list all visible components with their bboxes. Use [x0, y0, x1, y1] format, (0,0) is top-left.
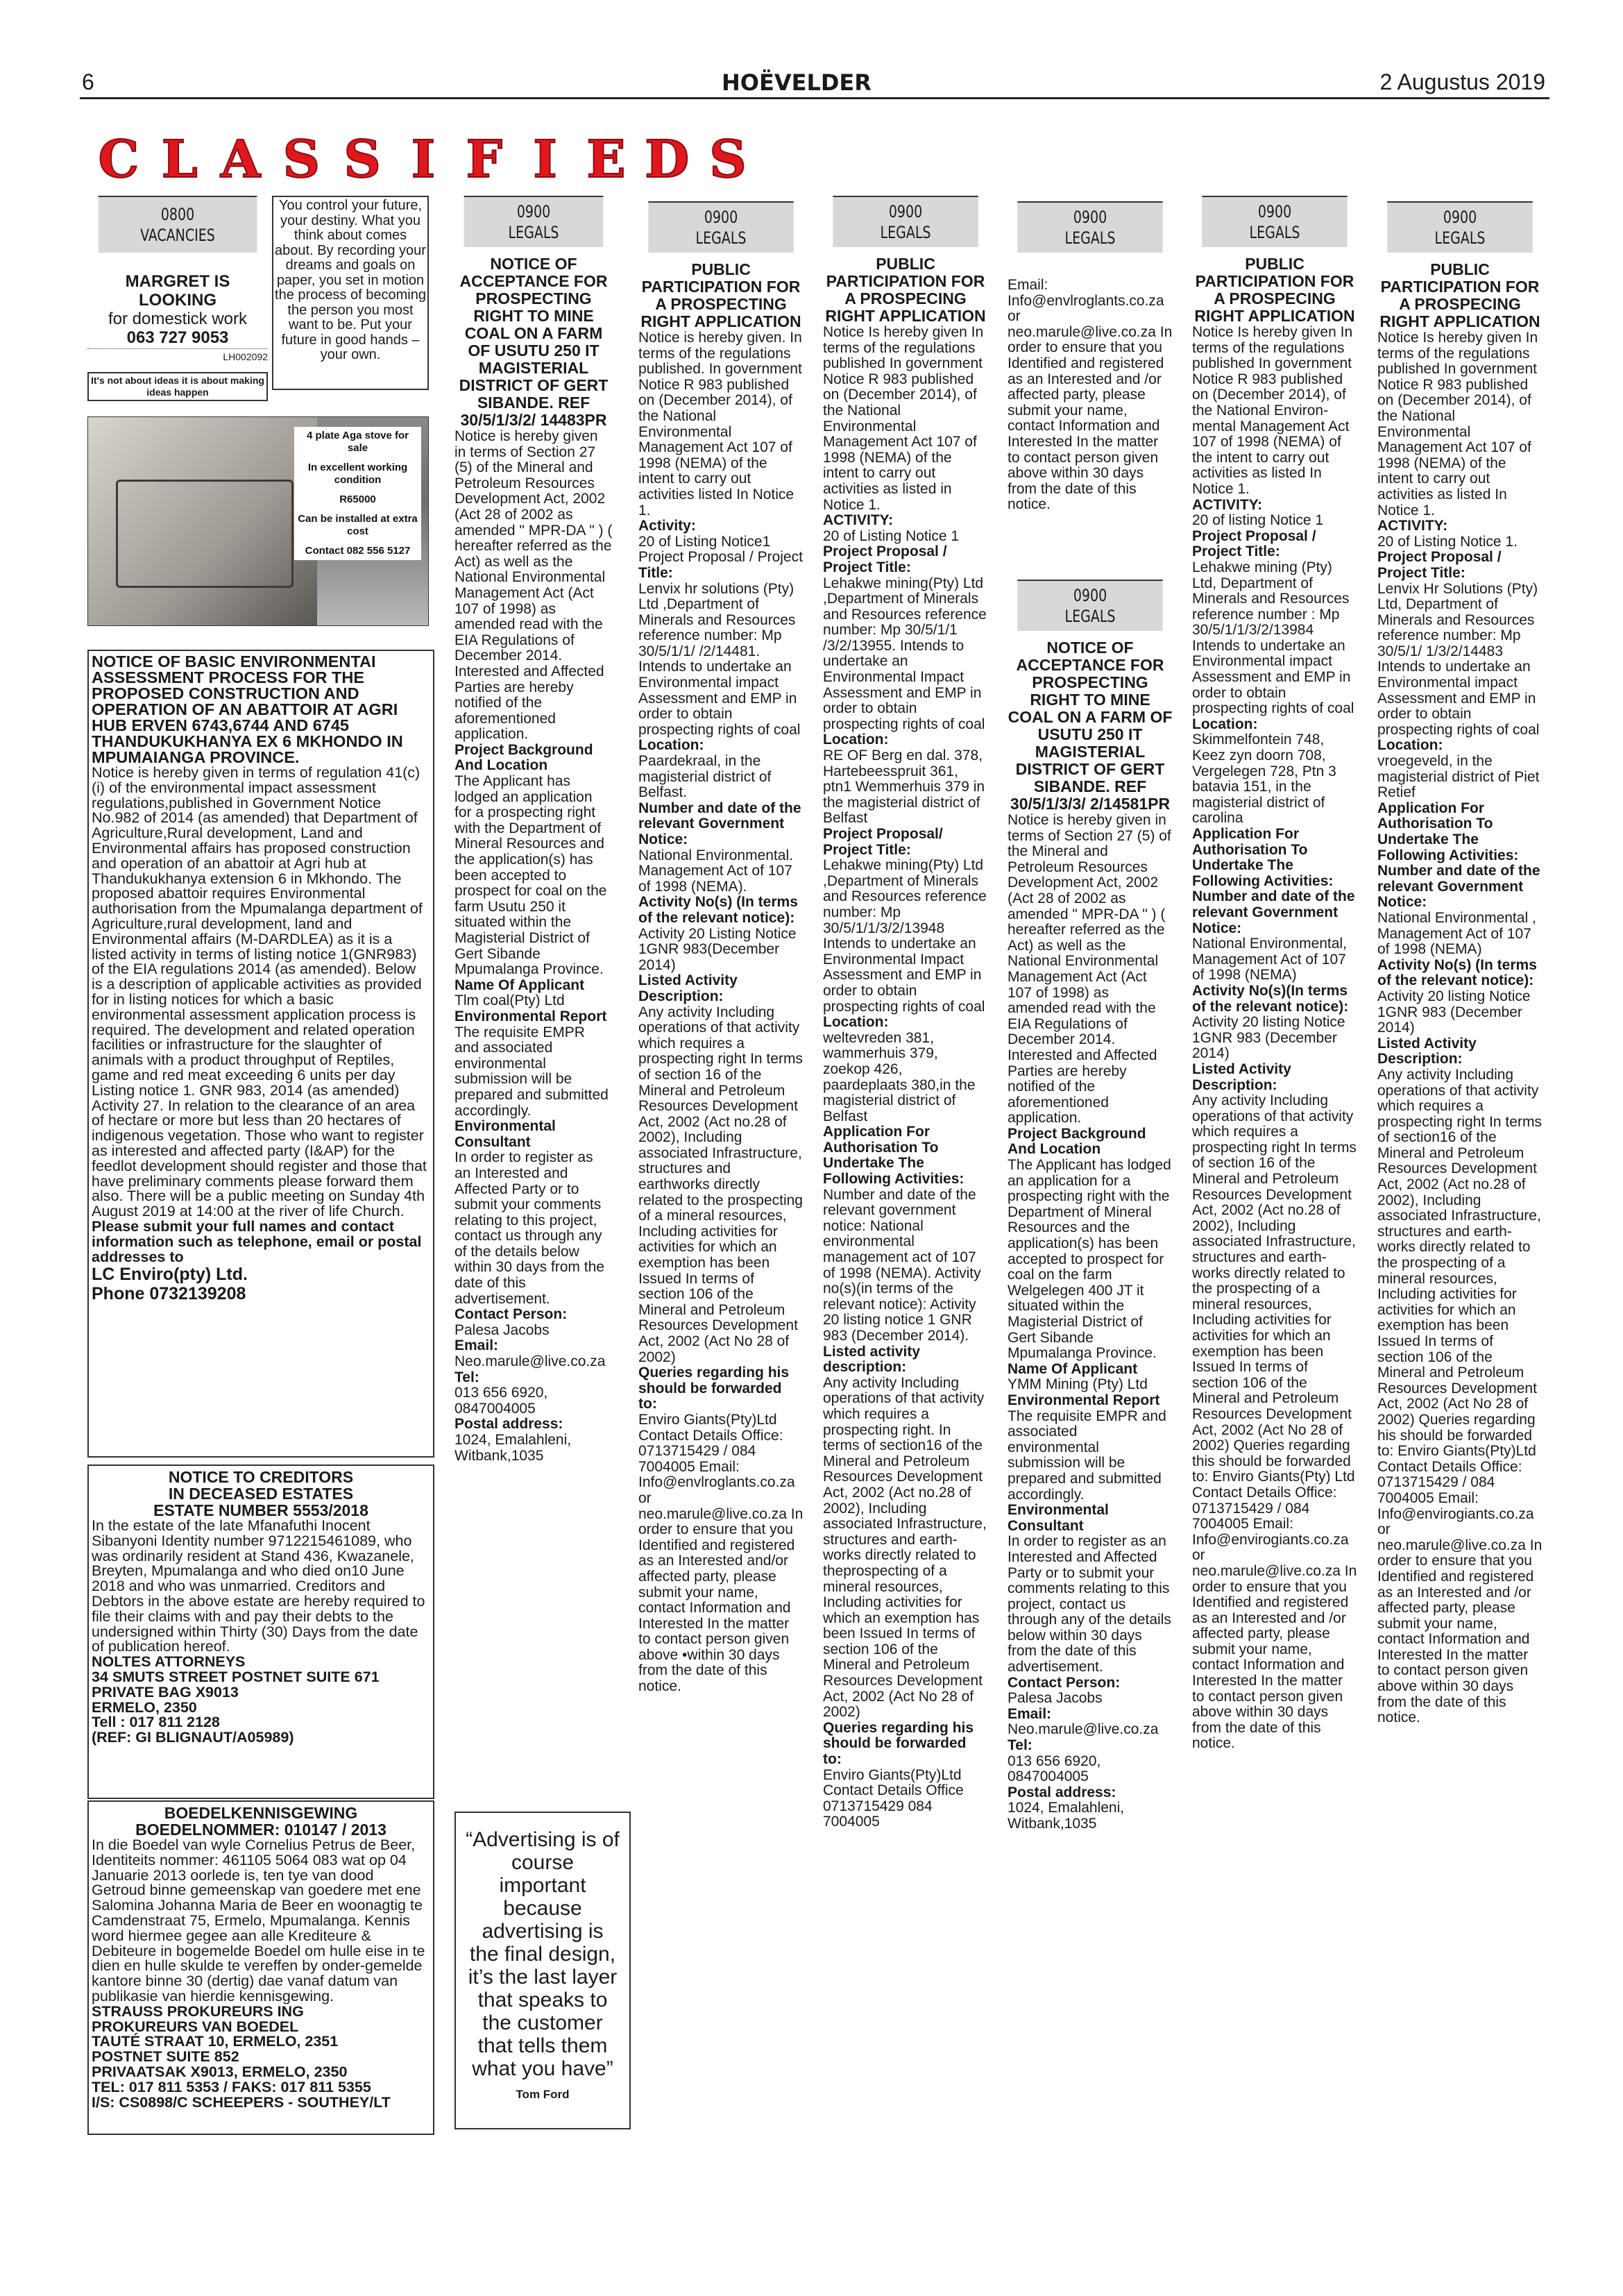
notice-text: LEGALS — [1434, 228, 1486, 248]
creditors-footer — [92, 1655, 430, 1746]
notice-text: Contact 082 556 5127 — [305, 545, 411, 557]
notice-heading: Number and date of the relevant Government Notice: — [638, 800, 801, 847]
notice-heading: Environmental Report — [1008, 1392, 1160, 1408]
notice-text: Any activity Including operations of that activity which requires a prospecting right In terms of section16 of the Mineral and Petroleum Resources Development Act, 2002 (Act no.28 of 2002), Including associated Infrastructure, structures and earth-works directly related to the prospecting of a mineral resources, Including activities for activities for which an exemption has been Issued In terms of section 106 of the Mineral and Petroleum Resources Development Act, 2002 (Act No 28 of 2002) Queries regarding his should be forwarded to: Enviro Giants(Pty)Ltd Contact Details Office: 0713715429 / 084 7004005 Email: Info@envirogiants.co.za or neo.marule@live.co.za In order to ensure that you Identified and registered as an Interested and /or affected party, please submit your name, contact Information and Interested In the matter to contact person given above within 30 days from the date of this notice. — [1377, 1066, 1543, 1726]
notice-heading: Project Proposal / Project Title: — [1377, 549, 1502, 581]
notice-text: PUBLIC PARTICIPATION FOR A PROSPECTING RIGHT APPLICATION — [640, 260, 801, 330]
abattoir-body: Notice is hereby given in terms of regulation 41(c)(i) of the environmental impact assessment regulations,published in Government Notice No.982 of 2014 (as amended) that Department of Agriculture,Rural development, Land and Environmental affairs has proposed construction and operation of an abattoir at Agri hub at Thandukukhanya extension 6 in Mkhondo. The proposed abattoir requires Environmental authorisation from the Mpumalanga department of Agriculture,rural development, land and Environmental affairs (M-DARDLEA) as it is a listed activity in terms of listing notice 1(GNR983) of the EIA regulations 2014 (as amended). Below is a description of applicable activities as provided for in listing notices for which a basic environmental assessment application process is required. The development and related operation facilities or infrastructure for the slaughter of animals with a product throughput of Reptiles, game and red meat exceeding 6 units per day Listing notice 1. GNR 983, 2014 (as amended) Activity 27. In relation to the clearance of an area of hectare or more but less than 20 hectares of indigenous vegetation. Those who want to register as interested and affected party (I&AP) for the feedlot development should register and those that have preliminary comments please forward them also. There will be a public meeting on Sunday 4th August 2019 at 14:00 at the river of life Church. — [92, 764, 427, 1220]
notice-text: NOLTES ATTORNEYS — [92, 1653, 246, 1671]
notice-heading: Environmental Consultant — [454, 1118, 556, 1150]
vacancy-ref: LH002092 — [87, 348, 268, 365]
banner-letter: I — [517, 132, 574, 187]
banner-letter: D — [638, 132, 695, 187]
notice-text: The requisite EMPR and associated environmental submission will be prepared and submitted accordingly. — [1008, 1408, 1166, 1503]
notice-text: LEGALS — [1249, 223, 1300, 242]
notice-heading: Environmental Report — [454, 1008, 607, 1024]
notice-heading: Activity No(s) (In terms of the relevant notice): — [638, 894, 798, 926]
notice-text: MARGRET IS — [125, 272, 230, 291]
notice-text: Skimmelfontein 748, Keez zyn doorn 708, Vergelegen 728, Ptn 3 batavia 151, in the magisterial district of carolina — [1192, 732, 1336, 827]
legals-column-3 — [638, 201, 804, 2207]
notice-text: LEGALS — [880, 223, 931, 242]
stove-photo — [88, 417, 317, 625]
notice-heading: Project Background And Location — [1008, 1125, 1146, 1158]
notice-text: Neo.marule@live.co.za — [1008, 1721, 1159, 1738]
notice-heading: Application For Authorisation To Undertake The Following Activities: — [823, 1124, 965, 1188]
notice-text: 0900 — [1257, 202, 1292, 221]
notice-text: Activity 20 Listing Notice 1GNR 983(December 2014) — [638, 925, 797, 973]
notice-heading: Location: — [638, 737, 704, 754]
notice-heading: Location: — [823, 732, 889, 748]
quote-author: Tom Ford — [516, 2088, 570, 2101]
column-5-notice — [1008, 580, 1173, 2218]
vacancy-phone: 063 727 9053 — [126, 328, 229, 347]
notice-heading: Activity No(s) (In terms of the relevant notice): — [1377, 956, 1537, 989]
notice-text: Tlm coal(Pty) Ltd — [454, 993, 565, 1009]
notice-heading: Listed activity description: — [823, 1343, 921, 1376]
banner-letter: F — [456, 132, 513, 187]
notice-text: PUBLIC PARTICIPATION FOR A PROSPECING RIGHT APPLICATION — [1379, 260, 1540, 330]
legals-column-6 — [1192, 196, 1357, 2209]
notice-text: vroegeveld, in the magisterial district of Piet Retief — [1377, 753, 1540, 801]
quote-text: “Advertising is of course important because advertising is the final design, it’s the last layer that speaks to the customer that tells them what you have” — [466, 1828, 620, 2080]
notice-text: The Applicant has lodged an application for a prospecting right with the Department of Mineral Resources and the application(s) has been accepted to prospect for coal on the farm Welgelegen 400 JT it situated within the Magisterial District of Gert Sibande Mpumalanga Province. — [1008, 1157, 1171, 1362]
abattoir-contact-name: LC Enviro(pty) Ltd. — [92, 1265, 248, 1285]
abattoir-notice — [87, 650, 434, 1458]
notice-text: 0900 — [704, 208, 738, 227]
notice-heading: ACTIVITY: — [1192, 496, 1263, 513]
notice-heading: Contact Person: — [454, 1306, 568, 1323]
column-5-continued — [1008, 278, 1173, 583]
section-box-legals — [1202, 196, 1347, 247]
notice-text: LEGALS — [1064, 607, 1116, 626]
notice-heading: Tel: — [1008, 1737, 1033, 1754]
notice-text: ERMELO, 2350 — [92, 1698, 197, 1716]
legals-column-7 — [1377, 201, 1543, 2214]
notice-text: National Environmental , Management Act of 107 of 1998 (NEMA) — [1377, 909, 1536, 958]
notice-text: Notice is hereby given in terms of Section 27 (5) of the Mineral and Petroleum Resources Development Act, 2002 (Act 28 of 2002 as amended " MPR-DA " ) ( hereafter referred as the Act) as well as the National Environmental Management Act (Act 107 of 1998) as amended read with the EIA Regulations of December 2014. Interested and Affected Parties are hereby notified of the aforementioned application. — [454, 428, 613, 743]
section-name: VACANCIES — [140, 226, 215, 245]
notice-text: Lenvix Hr Solutions (Pty) Ltd, Department of Minerals and Resources reference number: Mp 30/5/1/ 1/3/2/14483 Intends to undertake an Environmental impact Assessment and EMP in order to obtain prospecting rights of coal — [1377, 580, 1540, 738]
notice-heading: Postal address: — [1008, 1784, 1116, 1800]
notice-heading: Project Proposal / Project Title: — [823, 543, 947, 575]
notice-heading: Activity: — [638, 518, 696, 534]
section-box-legals — [1017, 580, 1162, 631]
notice-text: Lenvix hr solutions (Pty) Ltd ,Department of Minerals and Resources reference number: Mp 30/5/1/1/ /2/14481. Intends to undertake an Environmental impact Assessment and EMP in order to obtain prospecting rights of coal — [638, 580, 801, 738]
notice-text: Lehakwe mining(Pty) Ltd ,Department of Minerals and Resources reference number: Mp 30/5/1/1 /3/2/13955. Intends to undertake an Environmental Impact Assessment and EMP in order to obtain prospecting rights of coal — [823, 575, 987, 732]
notice-text: Tell : 017 811 2128 — [92, 1714, 220, 1731]
abattoir-submit: Please submit your full names and contact information such as telephone, email or postal addresses to — [92, 1217, 422, 1265]
notice-heading: Listed Activity Description: — [638, 972, 738, 1004]
stove-ad-image — [87, 416, 429, 626]
abattoir-title: NOTICE OF BASIC ENVIRONMENTAI ASSESSMENT PROCESS FOR THE PROPOSED CONSTRUCTION AND OPERATION OF AN ABATTOIR AT AGRI HUB ERVEN 6743,6744 AND 6745 THANDUKUKHANYA EX 6 MKHONDO IN MPUMAIANGA PROVINCE. — [92, 652, 403, 766]
banner-letter: I — [395, 132, 452, 187]
notice-text: YMM Mining (Pty) Ltd — [1008, 1376, 1148, 1393]
notice-text: TAUTÉ STRAAT 10, ERMELO, 2351 — [92, 2033, 339, 2050]
banner-letter: C — [90, 132, 147, 187]
notice-text: 0900 — [516, 202, 551, 221]
banner-letter: L — [151, 132, 208, 187]
notice-text: R65000 — [339, 493, 376, 505]
notice-text: 1024, Emalahleni, Witbank,1035 — [454, 1432, 572, 1464]
notice-heading: Queries regarding his should be forwarded to: — [638, 1365, 790, 1412]
notice-text: The Applicant has lodged an application for a prospecting right with the Department of Mineral Resources and the application(s) has been accepted to prospect for coal on the farm Usutu 250 it situated within the Magisterial District of Gert Sibande Mpumalanga Province. — [454, 773, 607, 978]
creditors-body: In the estate of the late Mfanafuthi Inocent Sibanyoni Identity number 9712215461089, who was ordinarily resident at Stand 436, Kwazanele, Breyten, Mpumalanga and who died on10 June 2018 and who was unmarried. Creditors and Debtors in the above estate are hereby required to file their claims with and pay their debts to the undersigned within Thirty (30) Days from the date of publication hereof. — [92, 1517, 425, 1655]
notice-heading: Project Background And Location — [454, 741, 593, 774]
notice-title: NOTICE OF ACCEPTANCE FOR PROSPECTING RIGHT TO MINE COAL ON A FARM OF USUTU 250 IT MAGISTERIAL DISTRICT OF GERT SIBANDE. REF 30/5/1/3/2/ 14483PR — [459, 255, 609, 429]
notice-text: Enviro Giants(Pty)Ltd Contact Details Office: 0713715429 / 084 7004005 Email: Info@envlroglants.co.za or neo.marule@live.co.za In order to ensure that you Identified and registered as an Interested and/or affected party, please submit your name, contact Information and Interested In the matter to contact person given above •within 30 days from the date of this notice. — [638, 1411, 804, 1695]
notice-text: 20 of listing Notice 1 — [1192, 512, 1324, 529]
notice-text: The requisite EMPR and associated environmental submission will be prepared and submitted accordingly. — [454, 1024, 609, 1119]
notice-text: Number and date of the relevant government notice: National environmental management act of 107 of 1998 (NEMA). Activity no(s)(in terms of the relevant notice): Activity 20 listing notice 1 GNR 983 (December 2014). — [823, 1186, 981, 1344]
notice-text: LEGALS — [1064, 228, 1116, 248]
page-number: 6 — [82, 69, 94, 94]
classifieds-banner — [90, 132, 756, 194]
notice-text: RE OF Berg en dal. 378, Hartebeesspruit 361, ptn1 Wemmerhuis 379 in the magisterial district of Belfast — [823, 748, 985, 827]
notice-heading: ACTIVITY: — [1377, 518, 1448, 534]
notice-text: 013 656 6920, 0847004005 — [454, 1385, 548, 1417]
notice-heading: Postal address: — [454, 1416, 563, 1433]
notice-text: Notice Is hereby given In terms of the regulations published In government Notice R 983 published on (December 2014), of the National Environmental Management Act 107 of 1998 (NEMA) of the intent to carry out activities as listed In Notice 1. — [1377, 330, 1538, 518]
vacancy-desc: for domestick work — [108, 310, 248, 328]
motto-box: You control your future, your destiny. What you think about comes about. By recording your dreams and goals on paper, you set in motion the process of becoming the person you most want to be. Put your future in good hands – your own. — [272, 196, 429, 390]
notice-text: BOEDELNOMMER: 010147 / 2013 — [135, 1821, 386, 1839]
notice-text: I/S: CS0898/C SCHEEPERS - SOUTHEY/LT — [92, 2093, 391, 2111]
section-box-legals — [648, 201, 793, 253]
stove-ad-text — [294, 427, 421, 560]
banner-letter: S — [699, 132, 756, 187]
notice-text: Any activity Including operations of that activity which requires a prospecting right. In terms of section16 of the Mineral and Petroleum Resources Development Act, 2002 (Act no.28 of 2002), Including associated Infrastructure, structures and earth-works directly related to theprospecting of a mineral resources, Including activities for which an exemption has been Issued In terms of section 106 of the Mineral and Petroleum Resources Development Act, 2002 (Act No 28 of 2002) — [823, 1374, 987, 1721]
notice-heading: Application For Authorisation To Undertake The Following Activities: Number and date of the relevant Government Notice: — [1192, 826, 1355, 936]
notice-text: Can be installed at extra cost — [298, 513, 418, 537]
notice-text: 0900 — [1073, 586, 1107, 605]
notice-text: Enviro Giants(Pty)Ltd Contact Details Office 0713715429 084 7004005 — [823, 1766, 964, 1830]
banner-letter: E — [578, 132, 635, 187]
notice-text: PUBLIC PARTICIPATION FOR A PROSPECING RIGHT APPLICATION — [1194, 255, 1355, 325]
quote-box — [454, 1812, 631, 2129]
notice-text: National Environmental, Management Act of 107 of 1998 (NEMA) — [1192, 936, 1347, 984]
notice-text: Lehakwe mining(Pty) Ltd ,Department of Minerals and Resources reference number: Mp 30/5/1/1/3/2/13948 Intends to undertake an Environmental Impact Assessment and EMP in order to obtain prospecting rights of coal — [823, 857, 987, 1015]
issue-date: 2 Augustus 2019 — [1379, 69, 1545, 94]
notice-text: LEGALS — [508, 223, 559, 242]
tagline: It's not about ideas it is about making ideas happen — [87, 372, 268, 401]
notice-text: Palesa Jacobs — [1008, 1690, 1103, 1707]
notice-heading: Application For Authorisation To Undertake The Following Activities: Number and date of the relevant Government Notice: — [1377, 800, 1540, 911]
notice-heading: Title: — [638, 564, 673, 581]
notice-text: 0900 — [888, 202, 923, 221]
notice-text: IN DECEASED ESTATES — [168, 1485, 354, 1503]
abattoir-contact-phone: Phone 0732139208 — [92, 1284, 246, 1304]
notice-text: ESTATE NUMBER 5553/2018 — [153, 1501, 368, 1519]
notice-text: Paardekraal, in the magisterial district of Belfast. — [638, 753, 772, 801]
notice-text: POSTNET SUITE 852 — [92, 2048, 239, 2066]
notice-text: Any activity Including operations of that activity which requires a prospecting right In terms of section 16 of the Mineral and Petroleum Resources Development Act, 2002 (Act no.28 of 2002), Including associated Infrastructure, structures and earth-works directly related to the prospecting of a mineral resources, Including activities for activities for which an exemption has been Issued In terms of section 106 of the Mineral and Petroleum Resources Development Act, 2002 (Act No 28 of 2002) Queries regarding this should be forwarded to: Enviro Giants(Pty) Ltd Contact Details Office: 0713715429 / 084 7004005 Email: Info@envirogiants.co.za or neo.marule@live.co.za In order to ensure that you Identified and registered as an Interested and /or affected party, please submit your name, contact Information and Interested In the matter to contact person given above within 30 days from the date of this notice. — [1192, 1092, 1357, 1752]
notice-text: 20 of Listing Notice1 Project Proposal / Project — [638, 533, 803, 566]
notice-text: PUBLIC PARTICIPATION FOR A PROSPECING RIGHT APPLICATION — [825, 255, 986, 325]
section-code: 0800 — [160, 205, 195, 224]
notice-text: Lehakwe mining (Pty) Ltd, Department of Minerals and Resources reference number : Mp 30/5/1/1/3/2/13984 Intends to undertake an Environmental impact Assessment and EMP in order to obtain prospecting rights of coal — [1192, 559, 1354, 717]
notice-heading: ACTIVITY: — [823, 512, 894, 529]
notice-heading: Contact Person: — [1008, 1674, 1121, 1691]
legals-column-2 — [454, 196, 613, 1792]
header-rule — [80, 97, 1549, 99]
legals-column-4 — [823, 196, 988, 2202]
creditors-title — [92, 1469, 430, 1519]
notice-text: (REF: GI BLIGNAUT/A05989) — [92, 1729, 294, 1746]
notice-heading: Project Proposal/ Project Title: — [823, 826, 943, 858]
section-box-legals — [1387, 201, 1532, 253]
notice-text: PRIVATE BAG X9013 — [92, 1683, 239, 1700]
notice-heading: Activity No(s)(In terms of the relevant notice): — [1192, 982, 1349, 1015]
vacancies-column — [87, 196, 268, 401]
notice-text: NOTICE OF ACCEPTANCE FOR PROSPECTING RIGHT TO MINE COAL ON A FARM OF USUTU 250 IT MAGISTERIAL DISTRICT OF GERT SIBANDE. REF 30/5/1/3/3/ 2/14581PR — [1008, 639, 1173, 813]
section-box-legals — [833, 196, 978, 247]
notice-text: PROKUREURS VAN BOEDEL — [92, 2018, 299, 2035]
notice-heading: Email: — [454, 1337, 499, 1354]
notice-text: In order to register as an Interested and Affected Party or to submit your comments relating to this project, contact us through any of the details below within 30 days from the date of this advertisement. — [454, 1149, 604, 1307]
notice-heading: Name Of Applicant — [454, 977, 585, 993]
notice-heading: Listed Activity Description: — [1377, 1035, 1477, 1067]
notice-text: Notice Is hereby given In terms of the regulations published In government Notice R 983 published on (December 2014), of the National Environ-mental Management Act 107 of 1998 (NEMA) of the intent to carry out activities as listed In Notice 1. — [1192, 324, 1353, 497]
notice-heading: Location: — [1377, 737, 1443, 754]
notice-heading: Tel: — [454, 1369, 479, 1385]
notice-text: Any activity Including operations of that activity which requires a prospecting right In terms of section 16 of the Mineral and Petroleum Resources Development Act, 2002 (Act no.28 of 2002), Including associated Infrastructure, structures and earthworks directly related to the prospecting of a mineral resources, Including activities for activities for which an exemption has been Issued In terms of section 106 of the Mineral and Petroleum Resources Development Act, 2002 (Act No 28 of 2002) — [638, 1004, 803, 1365]
notice-text: LEGALS — [695, 228, 747, 248]
notice-text: In excellent working condition — [307, 462, 408, 486]
boedel-body: In die Boedel van wyle Cornelius Petrus de Beer, Identiteits nommer: 461105 5064 083 wat op 04 Januarie 2013 oorlede is, ten tye van dood Getroud binne gemeenskap van goedere met ene Salomina Johanna Maria de Beer en woonagtig te Camdenstraat 75, Ermelo, Mpumalanga. Kennis word hiermee gegee aan alle Krediteure & Debiteure in bogemelde Boedel om hulle eise in te dien en hulle skulde te vereffen by onder-gemelde kantore binne 30 (dertig) dae vanaf datum van publikasie van hierdie kennisgewing. — [92, 1837, 425, 2004]
notice-text: Palesa Jacobs — [454, 1322, 550, 1338]
notice-text: LOOKING — [139, 291, 216, 310]
notice-text: National Environmental. Management Act of 107 of 1998 (NEMA). — [638, 847, 793, 895]
notice-heading: Queries regarding his should be forwarded to: — [823, 1719, 974, 1768]
notice-text: 013 656 6920, 0847004005 — [1008, 1753, 1101, 1785]
notice-text: 0900 — [1073, 208, 1107, 227]
notice-text: Email: Info@envlroglants.co.za or neo.marule@live.co.za In order to ensure that you Identified and registered as an Interested and /or affected party, please submit your name, contact Information and Interested In the matter to contact person given above within 30 days from the date of this notice. — [1008, 278, 1173, 513]
notice-text: Notice is hereby given. In terms of the regulations published. In government Notice R 983 published on (December 2014), of the National Environmental Management Act 107 of 1998 (NEMA) of the intent to carry out activities listed In Notice 1. — [638, 330, 802, 518]
creditors-notice — [87, 1464, 434, 1799]
notice-heading: Project Proposal / Project Title: — [1192, 527, 1316, 560]
notice-text: TEL: 017 811 5353 / FAKS: 017 811 5355 — [92, 2078, 371, 2095]
notice-text: 0900 — [1443, 208, 1477, 227]
banner-letter: S — [273, 132, 330, 187]
section-box-legals — [1017, 201, 1162, 253]
notice-text: Activity 20 listing Notice 1GNR 983 (December 2014) — [1192, 1014, 1345, 1062]
notice-text: 34 SMUTS STREET POSTNET SUITE 671 — [92, 1668, 380, 1685]
boedel-title — [92, 1805, 430, 1838]
notice-text: Activity 20 listing Notice 1GNR 983 (December 2014) — [1377, 988, 1531, 1036]
section-box-vacancies — [99, 196, 257, 253]
notice-text: BOEDELKENNISGEWING — [164, 1804, 358, 1822]
notice-text: Notice is hereby given in terms of Section 27 (5) of the Mineral and Petroleum Resources Development Act, 2002 (Act 28 of 2002 as amended " MPR-DA " ) ( hereafter referred as the Act) as well as the National Environmental Management Act (Act 107 of 1998) as amended read with the EIA Regulations of December 2014. Interested and Affected Parties are hereby notified of the aforementioned application. — [1008, 812, 1171, 1126]
notice-text: STRAUSS PROKUREURS ING — [92, 2002, 304, 2020]
notice-heading: Name Of Applicant — [1008, 1360, 1138, 1377]
masthead: HOËVELDER — [722, 69, 872, 96]
notice-text: Neo.marule@live.co.za — [454, 1353, 606, 1370]
notice-heading: Listed Activity Description: — [1192, 1061, 1291, 1093]
boedel-notice — [87, 1800, 434, 2135]
notice-text: 1024, Emalahleni, Witbank,1035 — [1008, 1800, 1125, 1832]
notice-text: NOTICE TO CREDITORS — [168, 1468, 354, 1486]
notice-text: PRIVAATSAK X9013, ERMELO, 2350 — [92, 2063, 348, 2080]
banner-letter: A — [212, 132, 269, 187]
boedel-footer — [92, 2004, 430, 2111]
notice-text: In order to register as an Interested and Affected Party or to submit your comments relating to this project, contact us through any of the details below within 30 days from the date of this advertisement. — [1008, 1533, 1171, 1675]
banner-letter: S — [334, 132, 391, 187]
notice-text: 20 of Listing Notice 1. — [1377, 533, 1518, 550]
section-box-legals — [464, 196, 604, 247]
notice-text: 20 of Listing Notice 1 — [823, 527, 960, 544]
notice-text: 4 plate Aga stove for sale — [307, 430, 409, 454]
notice-heading: Email: — [1008, 1705, 1052, 1722]
notice-heading: Location: — [823, 1014, 889, 1031]
notice-heading: Location: — [1192, 716, 1258, 732]
notice-heading: Environmental Consultant — [1008, 1502, 1109, 1534]
notice-text: weltevreden 381, wammerhuis 379, zoekop 426, paardeplaats 380,in the magisterial district of Belfast — [823, 1029, 976, 1124]
vacancy-title — [87, 272, 268, 310]
notice-text: Notice Is hereby given In terms of the regulations published In government Notice R 983 published on (December 2014), of the National Environmental Management Act 107 of 1998 (NEMA) of the intent to carry out activities as listed in Notice 1. — [823, 324, 984, 513]
